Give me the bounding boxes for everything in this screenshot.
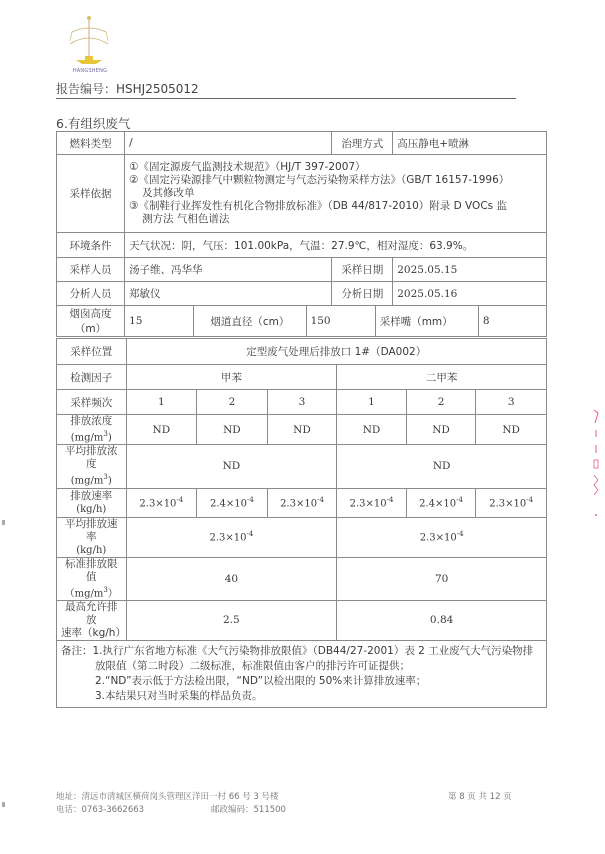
basis-item: ①《固定源废气监测技术规范》（HJ/T 397-2007） [129,161,366,173]
avg-conc-label: 平均排放浓度 $(mg/m^3)$ [57,445,127,488]
nozzle-label: 采样嘴（mm） [375,306,478,337]
page-footer [56,790,546,816]
env-row [57,233,547,258]
basis-item: ③《制鞋行业挥发性有机化合物排放标准》（DB 44/817-2010）附录 D VOCs 监 [129,200,507,212]
avg-conc-row [57,445,547,488]
notes-row [57,640,547,707]
basis-item: 及其修改单 [142,187,195,199]
basis-label: 采样依据 [57,155,125,233]
factor-toluene: 甲苯 [126,365,337,390]
note-1: 1.执行广东省地方标准《大气污染物排放限值》（DB44/27-2001）表 2 工业废气大气污染物排 [92,644,534,657]
note-3: 3.本结果只对当时采集的样品负责。 [95,689,263,702]
analyst-label: 分析人员 [57,282,125,306]
binding-mark [2,802,5,807]
emission-table [56,131,547,337]
factor-row [57,365,547,390]
nozzle-value: 8 [478,306,546,337]
footer-postcode: 邮政编码：511500 [211,805,286,815]
freq-cell: 3 [267,390,337,415]
treatment-label: 治理方式 [332,132,393,155]
rate-label: 排放速率 (kg/h) [57,488,127,517]
basis-item: 测方法 气相色谱法 [142,213,230,225]
basis-item: ②《固定污染源排气中颗粒物测定与气态污染物采样方法》（GB/T 16157-1996） [129,174,510,186]
note-1-cont: 放限值（第二时段）二级标准，标准限值由客户的排污许可证提供； [95,659,410,672]
footer-address: 地址：清远市清城区横荷岗头管理区洋田一村 66 号 3 号楼 [56,792,279,802]
avg-rate-xylene: $2.3\times 10^{-4}$ [337,517,547,557]
sampler-row [57,258,547,282]
sample-date-value: 2025.05.15 [393,258,547,282]
freq-cell: 1 [337,390,407,415]
location-row [57,339,547,365]
rate-cell: $2.3\times 10^{-4}$ [126,488,197,517]
max-rate-row [57,600,547,640]
rate-cell: $2.3\times 10^{-4}$ [476,488,547,517]
env-label: 环境条件 [57,233,125,258]
max-rate-toluene: 2.5 [126,600,337,640]
limit-label: 标准排放限值 $(mg/m^3)$ [57,557,127,600]
avg-conc-xylene: ND [337,445,547,488]
freq-label: 采样频次 [57,390,127,415]
sampler-label: 采样人员 [57,258,125,282]
logo-text: HANGSHENG [72,68,108,74]
treatment-value: 高压静电+喷淋 [393,132,547,155]
chimney-height-label: 烟囱高度（m） [57,306,125,337]
rate-row [57,488,547,517]
factor-xylene: 二甲苯 [337,365,547,390]
conc-label: 排放浓度 $(mg/m^3)$ [57,415,127,445]
rate-cell: $2.4\times 10^{-4}$ [197,488,268,517]
section-title: 6.有组织废气 [56,116,131,131]
report-number: 报告编号：HSHJ2505012 [56,80,516,99]
page-number: 第 8 页 共 12 页 [448,792,512,802]
rate-cell: $2.3\times 10^{-4}$ [337,488,407,517]
seal-stamp-fragment [592,405,600,525]
duct-diameter-label: 烟道直径（cm） [194,306,306,337]
fuel-type-value: / [125,132,332,155]
basis-row [57,155,547,233]
conc-row [57,415,547,445]
location-value: 定型废气处理后排放口 1#（DA002） [126,339,546,365]
limit-toluene: 40 [126,557,337,600]
conc-cell: ND [406,415,476,445]
conc-cell: ND [337,415,407,445]
notes [57,640,547,707]
binding-mark [2,520,5,525]
analysis-date-label: 分析日期 [332,282,393,306]
conc-cell: ND [476,415,547,445]
sampler-value: 汤子维、冯华华 [125,258,332,282]
limit-xylene: 70 [337,557,547,600]
chimney-height-value: 15 [125,306,194,337]
fuel-row [57,132,547,155]
rate-cell: $2.4\times 10^{-4}$ [406,488,476,517]
avg-conc-toluene: ND [126,445,337,488]
chimney-row [57,306,547,337]
company-logo [66,14,112,66]
analysis-date-value: 2025.05.16 [393,282,547,306]
basis-value [125,155,547,233]
note-2: 2.“ND”表示低于方法检出限，“ND”以检出限的 50%来计算排放速率； [95,674,427,687]
max-rate-label: 最高允许排放 速率（kg/h） [57,600,127,640]
avg-rate-label: 平均排放速率 (kg/h) [57,517,127,557]
max-rate-xylene: 0.84 [337,600,547,640]
rate-cell: $2.3\times 10^{-4}$ [267,488,337,517]
footer-phone: 电话：0763-3662663 [56,805,145,815]
factor-label: 检测因子 [57,365,127,390]
analyst-row [57,282,547,306]
fuel-type-label: 燃料类型 [57,132,125,155]
conc-cell: ND [126,415,197,445]
env-value: 天气状况：阴，气压：101.00kPa，气温：27.9℃，相对湿度：63.9%。 [125,233,547,258]
location-label: 采样位置 [57,339,127,365]
freq-cell: 3 [476,390,547,415]
notes-prefix: 备注： [61,644,93,657]
results-table [56,338,547,708]
duct-diameter-value: 150 [306,306,375,337]
freq-cell: 2 [197,390,268,415]
conc-cell: ND [267,415,337,445]
freq-row [57,390,547,415]
conc-cell: ND [197,415,268,445]
freq-cell: 1 [126,390,197,415]
sample-date-label: 采样日期 [332,258,393,282]
limit-row [57,557,547,600]
avg-rate-toluene: $2.3\times 10^{-4}$ [126,517,337,557]
freq-cell: 2 [406,390,476,415]
analyst-value: 郑敏仪 [125,282,332,306]
avg-rate-row [57,517,547,557]
